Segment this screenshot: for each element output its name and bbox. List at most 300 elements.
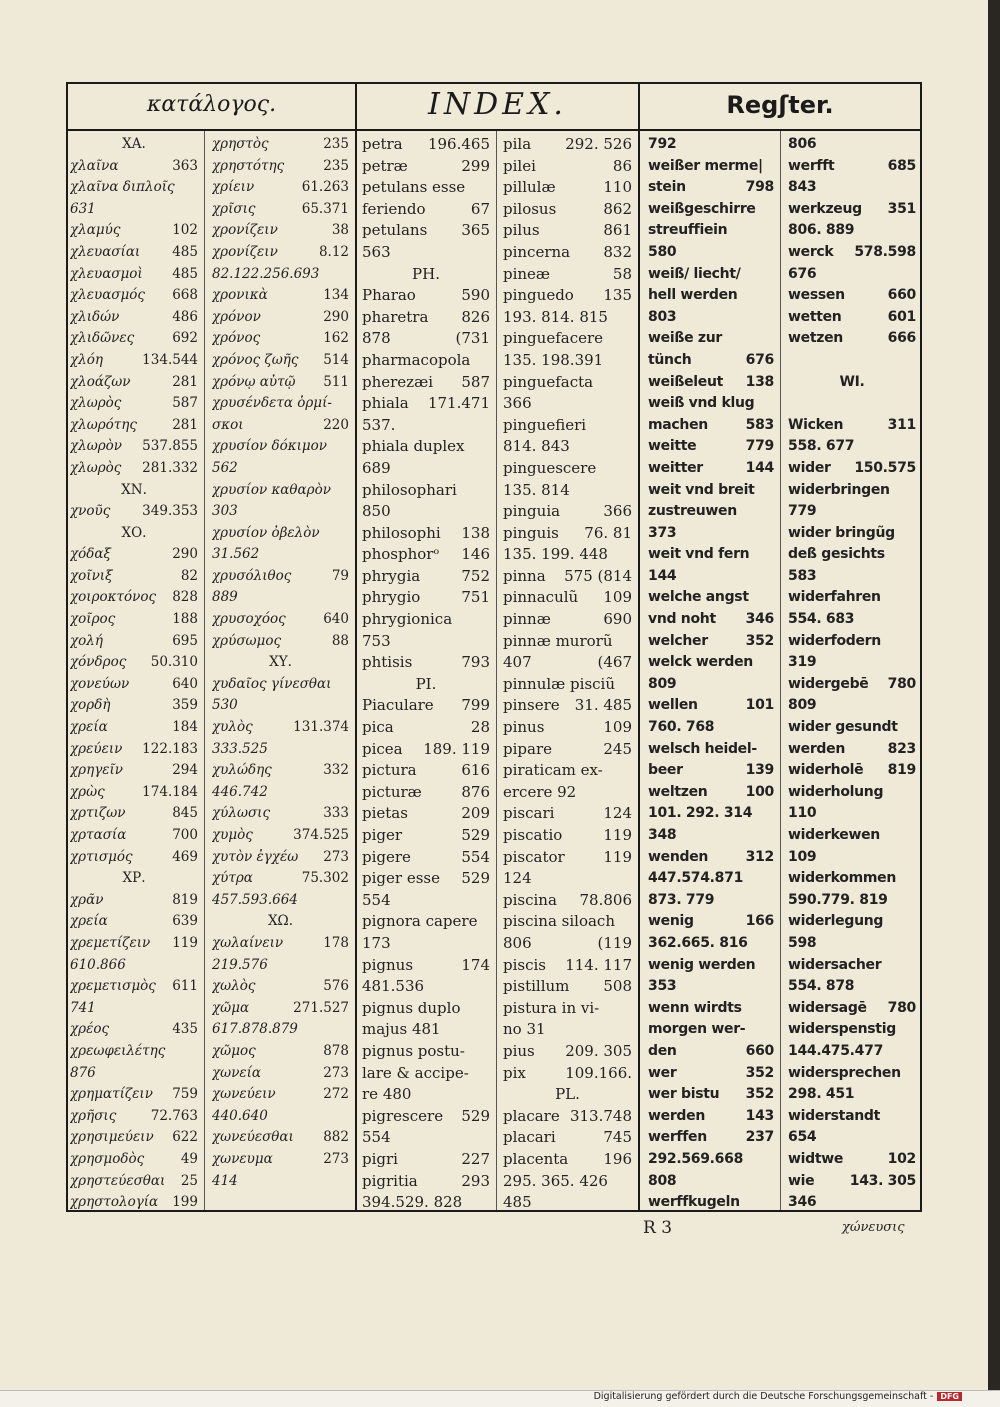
entry-term: 144 [648,567,677,584]
index-entry [70,307,198,329]
index-entry [70,393,198,415]
entry-page-ref: 134.544 [142,351,198,368]
index-entry [362,199,490,221]
entry-page-ref: 171.471 [427,394,490,413]
index-entry [212,998,349,1020]
entry-term: χλαμύς [70,222,121,239]
entry-term: χρτισμός [70,848,133,865]
index-entry [788,220,916,242]
index-entry [648,134,774,156]
entry-page-ref: 640 [323,611,349,628]
entry-term: phosphorᵒ [362,545,440,564]
entry-page-ref: 135 [603,286,632,305]
entry-term: 193. 814. 815 [503,307,608,326]
entry-term: weiße zur [648,330,722,347]
greek-column-1 [70,134,198,1214]
entry-term: beer [648,762,683,779]
entry-term: 407 [503,653,532,672]
entry-term: 631 [70,200,96,217]
index-entry [788,544,916,566]
index-entry [70,1127,198,1149]
entry-term: petra [362,135,403,153]
index-entry [70,847,198,869]
entry-page-ref: 75.302 [301,870,349,887]
index-entry [70,1171,198,1193]
entry-term: phrygio [362,588,421,607]
entry-term: χυτὸν ἐγχέω [212,848,299,865]
entry-page-ref: 578.598 [854,243,916,260]
entry-term: ΧΟ. [121,524,147,541]
entry-page-ref: 58 [612,264,632,283]
index-entry [648,868,774,890]
index-entry [70,825,198,847]
entry-term: piger esse [362,869,440,888]
entry-term: pignus duplo [362,998,461,1017]
index-entry [788,566,916,588]
index-entry [648,544,774,566]
entry-page-ref: 281 [172,416,198,433]
index-entry [503,1127,632,1149]
entry-term: piraticam ex- [503,761,603,780]
entry-term: weit vnd fern [648,546,750,563]
index-entry [788,1127,916,1149]
entry-term: zustreuwen [648,503,737,520]
entry-page-ref: 178 [323,934,349,951]
entry-term: 803 [648,308,677,325]
index-entry [503,825,632,847]
entry-term: placenta [503,1149,569,1168]
entry-page-ref: 119 [603,847,632,866]
entry-page-ref: 660 [887,287,916,304]
entry-term: wenig werden [648,956,756,973]
index-entry [70,609,198,631]
entry-page-ref: 196.465 [427,135,490,153]
latin-column-2 [503,134,632,1214]
entry-page-ref: 271.527 [293,999,349,1016]
entry-term: ercere 92 [503,782,577,801]
entry-term: 295. 365. 426 [503,1171,608,1190]
entry-page-ref: 365 [461,221,490,240]
entry-term: ΧΝ. [121,481,147,498]
entry-term: pigrescere [362,1106,444,1125]
section-heading [70,480,198,502]
entry-page-ref: 199 [172,1194,198,1211]
entry-term: 779 [788,503,817,520]
entry-page-ref: 150.575 [854,459,916,476]
entry-term: χρόνῳ αὐτῷ [212,373,296,390]
section-heading [362,674,490,696]
index-entry [362,458,490,480]
entry-term: χνοῦς [70,503,111,520]
index-entry [788,674,916,696]
entry-term: pigri [362,1149,398,1168]
frame-left-rule [66,82,68,1212]
entry-term: χρυσένδετα ὁρμί- [212,395,332,412]
entry-term: piscina siloach [503,912,615,931]
entry-page-ref: 138 [745,373,774,390]
index-entry [503,134,632,156]
entry-page-ref: 144 [745,459,774,476]
index-entry [70,911,198,933]
index-entry [648,242,774,264]
entry-term: deß gesichts [788,546,885,563]
index-entry [212,156,349,178]
entry-term: weitter [648,459,703,476]
entry-page-ref: 537.855 [142,438,198,455]
index-entry [503,264,632,286]
entry-page-ref: 359 [172,697,198,714]
entry-term: 583 [788,567,817,584]
entry-page-ref: 174 [461,955,490,974]
entry-term: 610.866 [70,956,126,973]
index-entry [362,1041,490,1063]
entry-term: welche angst [648,589,749,606]
entry-term: χρυσίον καθαρὸν [212,481,331,498]
index-entry [503,372,632,394]
entry-term: χωλὸς [212,978,256,995]
index-entry [648,1192,774,1214]
index-entry [212,1171,349,1193]
entry-term: 124 [503,869,532,888]
index-entry [362,220,490,242]
entry-term: tünch [648,351,692,368]
index-entry [648,480,774,502]
entry-term: piscis [503,955,546,974]
entry-term: werck [788,243,834,260]
entry-page-ref: 49 [180,1150,198,1167]
index-entry [362,328,490,350]
index-entry [788,134,916,156]
entry-page-ref: 237 [745,1129,774,1146]
entry-term: pillulæ [503,178,556,197]
index-entry [212,717,349,739]
entry-term: streuffiein [648,222,728,239]
index-entry [362,156,490,178]
entry-term: machen [648,416,708,433]
entry-term: phiala [362,394,409,413]
entry-page-ref: 752 [461,566,490,585]
entry-term: Wicken [788,416,844,433]
entry-page-ref: 779 [745,438,774,455]
index-entry [362,566,490,588]
index-entry [70,1149,198,1171]
entry-term: placari [503,1128,556,1147]
index-entry [362,1192,490,1214]
entry-term: χλωρὸν [70,438,123,455]
section-heading [212,652,349,674]
index-entry [70,955,198,977]
entry-page-ref: 88 [331,632,349,649]
entry-term: 889 [212,589,238,606]
entry-term: 373 [648,524,677,541]
entry-term: χύλωσις [212,805,271,822]
entry-page-ref: 583 [745,416,774,433]
entry-term: pistillum [503,977,570,996]
header-latin: INDEX. [428,87,567,122]
entry-term: χλευασμοὶ [70,265,143,282]
entry-term: werden [648,1107,706,1124]
entry-term: weitte [648,438,697,455]
index-entry [503,674,632,696]
index-entry [362,933,490,955]
entry-term: 110 [788,805,817,822]
entry-term: pinguedo [503,286,574,305]
entry-term: 109 [788,848,817,865]
index-entry [788,156,916,178]
entry-term: χῶμος [212,1042,256,1059]
entry-term: χρίειν [212,179,255,196]
entry-term: χόδαξ [70,546,111,563]
index-entry [648,587,774,609]
entry-page-ref: 514 [323,351,349,368]
entry-term: pignus postu- [362,1041,465,1060]
entry-term: philosophi [362,523,441,542]
entry-page-ref: 692 [172,330,198,347]
entry-term: 366 [503,394,532,413]
index-entry [503,847,632,869]
index-entry [503,415,632,437]
entry-term: χρηστὸς [212,136,269,152]
index-entry [212,587,349,609]
index-entry [212,933,349,955]
entry-page-ref: 576 [323,978,349,995]
entry-term: χῶμα [212,999,250,1016]
index-entry [648,415,774,437]
entry-term: 554 [362,890,391,909]
entry-page-ref: 281.332 [142,459,198,476]
entry-page-ref: 554 [461,847,490,866]
entry-term: χωνεύεσθαι [212,1129,294,1146]
index-entry [788,285,916,307]
entry-term: pinguescere [503,458,597,477]
index-entry [362,1149,490,1171]
entry-page-ref: 273 [323,848,349,865]
index-entry [70,156,198,178]
entry-page-ref: 668 [172,287,198,304]
entry-page-ref: 780 [887,675,916,692]
entry-term: χρησιμεύειν [70,1129,154,1146]
entry-page-ref: 294 [172,762,198,779]
entry-term: weiß/ liecht/ [648,265,741,282]
entry-term: widerholung [788,783,884,800]
entry-term: widerkewen [788,827,880,843]
entry-page-ref: 245 [603,739,632,758]
entry-page-ref: 114. 117 [565,955,632,974]
index-entry [362,847,490,869]
entry-page-ref: 828 [172,589,198,606]
entry-term: 806 [503,933,532,952]
entry-page-ref: 700 [172,827,198,843]
entry-term: χρηστολογία [70,1194,159,1211]
index-entry [212,674,349,696]
index-entry [212,609,349,631]
entry-page-ref: 313.748 [569,1106,632,1125]
entry-term: χλαῖνα διπλοῖς [70,179,175,196]
entry-term: 530 [212,697,238,714]
entry-term: pilosus [503,199,557,218]
index-entry [788,933,916,955]
index-entry [503,285,632,307]
frame-right-rule [920,82,922,1212]
entry-term: χρονίζειν [212,243,278,260]
index-entry [212,825,349,847]
german-column-1 [648,134,774,1214]
index-entry [362,587,490,609]
entry-term: χλωρὸς [70,395,122,412]
index-entry [212,393,349,415]
entry-term: PH. [412,264,440,283]
entry-term: 598 [788,934,817,951]
entry-page-ref: 101 [745,697,774,714]
entry-term: χρεία [70,719,108,736]
entry-term: χρονίζειν [212,222,278,239]
entry-page-ref: 349.353 [142,503,198,520]
index-entry [212,566,349,588]
index-entry [503,523,632,545]
entry-term: vnd noht [648,611,716,628]
entry-term: χυλὸς [212,719,253,736]
entry-term: 135. 199. 448 [503,545,608,564]
entry-page-ref: 346 [745,611,774,628]
index-entry [362,1106,490,1128]
index-entry [788,652,916,674]
entry-page-ref: 690 [603,610,632,629]
index-entry [362,480,490,502]
index-entry [503,868,632,890]
entry-page-ref: 469 [172,848,198,865]
entry-term: Piaculare [362,696,434,715]
index-entry [362,177,490,199]
index-entry [788,890,916,912]
entry-term: wer bistu [648,1086,720,1103]
entry-page-ref: 38 [331,222,349,239]
entry-page-ref: 102 [172,222,198,239]
entry-term: pignora capere [362,912,478,931]
entry-term: pietas [362,804,408,823]
index-entry [648,933,774,955]
entry-term: χοιροκτόνος [70,589,157,606]
index-entry [362,436,490,458]
entry-page-ref: 31. 485 [574,696,632,715]
index-entry [70,350,198,372]
entry-page-ref: 143. 305 [849,1172,916,1189]
index-entry [788,760,916,782]
entry-page-ref: 76. 81 [584,523,632,542]
index-entry [212,1084,349,1106]
entry-term: piscina [503,890,557,909]
entry-term: χλευασμός [70,287,145,304]
entry-term: χοῖρος [70,611,116,628]
entry-term: pharetra [362,307,429,326]
signature-mark: R 3 [643,1218,673,1238]
entry-term: picea [362,739,403,758]
entry-term: 135. 814 [503,480,570,499]
entry-term: 808 [648,1172,677,1189]
entry-term: χρυσίον δόκιμον [212,438,327,455]
entry-term: phtisis [362,653,413,672]
entry-term: petulans [362,221,428,240]
index-entry [212,544,349,566]
entry-page-ref: 146 [461,545,490,564]
entry-term: widerlegung [788,913,884,930]
index-entry [212,976,349,998]
index-entry [362,544,490,566]
entry-term: 654 [788,1129,817,1146]
index-entry [503,760,632,782]
entry-page-ref: 293 [461,1171,490,1190]
index-entry [648,1106,774,1128]
entry-page-ref: 529 [461,826,490,844]
index-entry [788,350,916,372]
entry-page-ref: 119 [172,934,198,951]
index-entry [788,501,916,523]
index-entry [788,480,916,502]
entry-term: 303 [212,503,238,520]
index-entry [212,458,349,480]
entry-term: ΧΑ. [122,136,146,152]
entry-term: χρέος [70,1021,110,1038]
index-entry [788,1192,916,1214]
index-entry [788,199,916,221]
entry-page-ref: 832 [603,242,632,261]
entry-term: χρονικὰ [212,287,268,304]
index-entry [70,652,198,674]
index-entry [788,587,916,609]
entry-term: phrygia [362,566,421,585]
entry-page-ref: 845 [172,805,198,822]
entry-page-ref: 351 [887,200,916,217]
entry-page-ref: 122.183 [142,740,198,757]
index-entry [648,825,774,847]
entry-page-ref: 780 [887,999,916,1016]
entry-page-ref: 102 [887,1150,916,1167]
entry-term: χλιδῶνες [70,330,135,347]
index-entry [648,803,774,825]
entry-page-ref: 65.371 [301,200,349,217]
entry-term: χυδαῖος γίνεσθαι [212,675,332,692]
index-entry [648,739,774,761]
index-entry [788,436,916,458]
index-entry [362,134,490,156]
entry-term: philosophari [362,480,457,499]
index-entry [503,1041,632,1063]
entry-term: χλωρότης [70,416,137,433]
index-entry [70,501,198,523]
index-entry [212,1149,349,1171]
index-entry [648,782,774,804]
entry-term: χλαῖνα [70,157,119,174]
entry-term: pinnaculũ [503,588,579,607]
entry-page-ref: (119 [597,933,632,952]
entry-page-ref: 86 [612,156,632,175]
entry-page-ref: 273 [323,1150,349,1167]
entry-page-ref: 25 [180,1172,198,1189]
german-column-2 [788,134,916,1214]
entry-term: wider bringũg [788,524,895,541]
entry-term: wetzen [788,330,843,347]
index-entry [788,328,916,350]
index-entry [503,717,632,739]
index-entry [212,739,349,761]
entry-page-ref: 61.263 [301,179,349,196]
entry-page-ref: 485 [172,265,198,282]
entry-term: wessen [788,287,845,304]
entry-page-ref: (467 [597,653,632,672]
entry-page-ref: 290 [172,546,198,563]
index-entry [788,523,916,545]
index-entry [362,739,490,761]
index-entry [503,911,632,933]
